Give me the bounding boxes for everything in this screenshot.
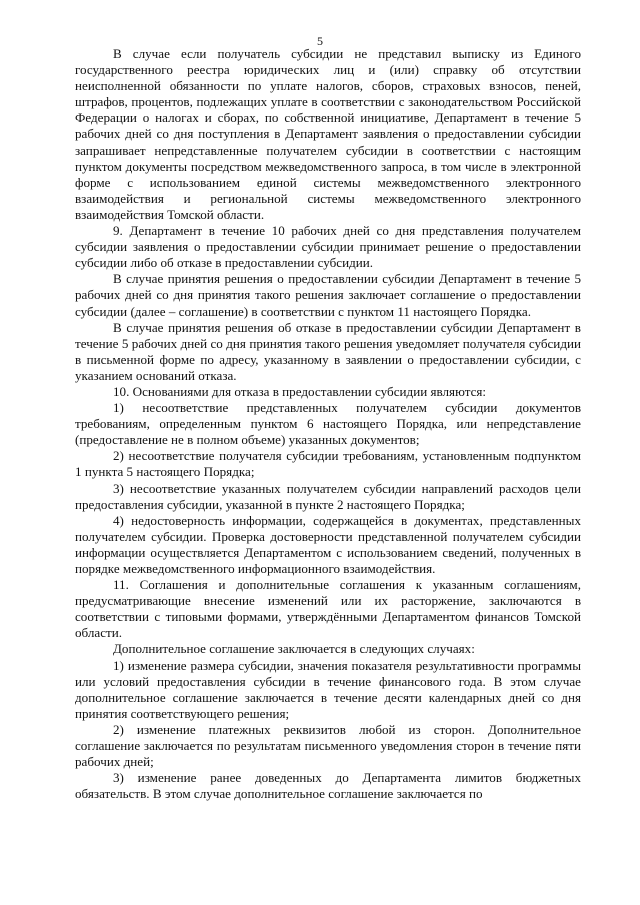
- paragraph-9-decision: 9. Департамент в течение 10 рабочих дней со дня представления получателем субсидии заявления о предоставлении субсидии принимает решение о предоставлении субсидии либо об отказе в предоставлении субсидии.: [75, 223, 581, 271]
- paragraph-11-agreements: 11. Соглашения и дополнительные соглашения к указанным соглашениям, предусматривающие внесение изменений или их расторжение, заключаются в соответствии с типовыми формами, утверждёнными Департаментом финансов Томской области.: [75, 577, 581, 641]
- page-number: 5: [317, 34, 323, 48]
- list-item-case-1: 1) изменение размера субсидии, значения показателя результативности программы или условий предоставления субсидии в течение финансового года. В этом случае дополнительное соглашение заключается в течение десяти календарных дней со дня принятия соответствующего решения;: [75, 657, 581, 721]
- list-item-ground-3: 3) несоответствие указанных получателем субсидии направлений расходов цели предоставления субсидии, указанной в пункте 2 настоящего Порядка;: [75, 480, 581, 512]
- paragraph-agreement-conclusion: В случае принятия решения о предоставлении субсидии Департамент в течение 5 рабочих дней со дня принятия такого решения заключает соглашение о предоставлении субсидии (далее – соглашение) в соответствии с пунктом 11 настоящего Порядка.: [75, 271, 581, 319]
- paragraph-10-refusal-grounds: 10. Основаниями для отказа в предоставлении субсидии являются:: [113, 383, 487, 399]
- list-item-case-2: 2) изменение платежных реквизитов любой из сторон. Дополнительное соглашение заключается по результатам письменного уведомления сторон в течение пяти рабочих дней;: [75, 721, 581, 770]
- list-item-case-3: 3) изменение ранее доведенных до Департамента лимитов бюджетных обязательств. В этом случае дополнительное соглашение заключается по: [75, 770, 581, 802]
- list-item-ground-1: 1) несоответствие представленных получателем субсидии документов требованиям, определенным пунктом 6 настоящего Порядка, или непредставление (предоставление не в полном объеме) указанных документов;: [75, 400, 581, 448]
- paragraph-additional-agreement-cases: Дополнительное соглашение заключается в следующих случаях:: [113, 641, 475, 657]
- list-item-ground-4: 4) недостоверность информации, содержащейся в документах, представленных получателем субсидии. Проверка достоверности представленной получателем субсидии информации осуществляется Департаментом с использованием сведений, полученных в порядке межведомственного информационного взаимодействия.: [75, 512, 581, 576]
- document-body: [75, 46, 581, 802]
- paragraph-refusal-notice: В случае принятия решения об отказе в предоставлении субсидии Департамент в течение 5 рабочих дней со дня принятия такого решения уведомляет получателя субсидии в письменной форме по адресу, указанному в заявлении о предоставлении субсидии, с указанием оснований отказа.: [75, 319, 581, 383]
- list-item-ground-2: 2) несоответствие получателя субсидии требованиям, установленным подпунктом 1 пункта 5 настоящего Порядка;: [75, 448, 581, 480]
- paragraph-egrul-request: В случае если получатель субсидии не представил выписку из Единого государственного реестра юридических лиц и (или) справку об отсутствии неисполненной обязанности по уплате налогов, сборов, страховых взносов, пеней, штрафов, процентов, подлежащих уплате в соответствии с законодательством Российской Федерации о налогах и сборах, по собственной инициативе, Департамент в течение 5 рабочих дней со дня поступления в Департамент заявления о предоставлении субсидии запрашивает непредставленные получателем субсидии в соответствии с настоящим пунктом документы посредством межведомственного запроса, в том числе в электронной форме с использованием единой системы межведомственного электронного взаимодействия и региональной системы межведомственного электронного взаимодействия Томской области.: [75, 46, 581, 222]
